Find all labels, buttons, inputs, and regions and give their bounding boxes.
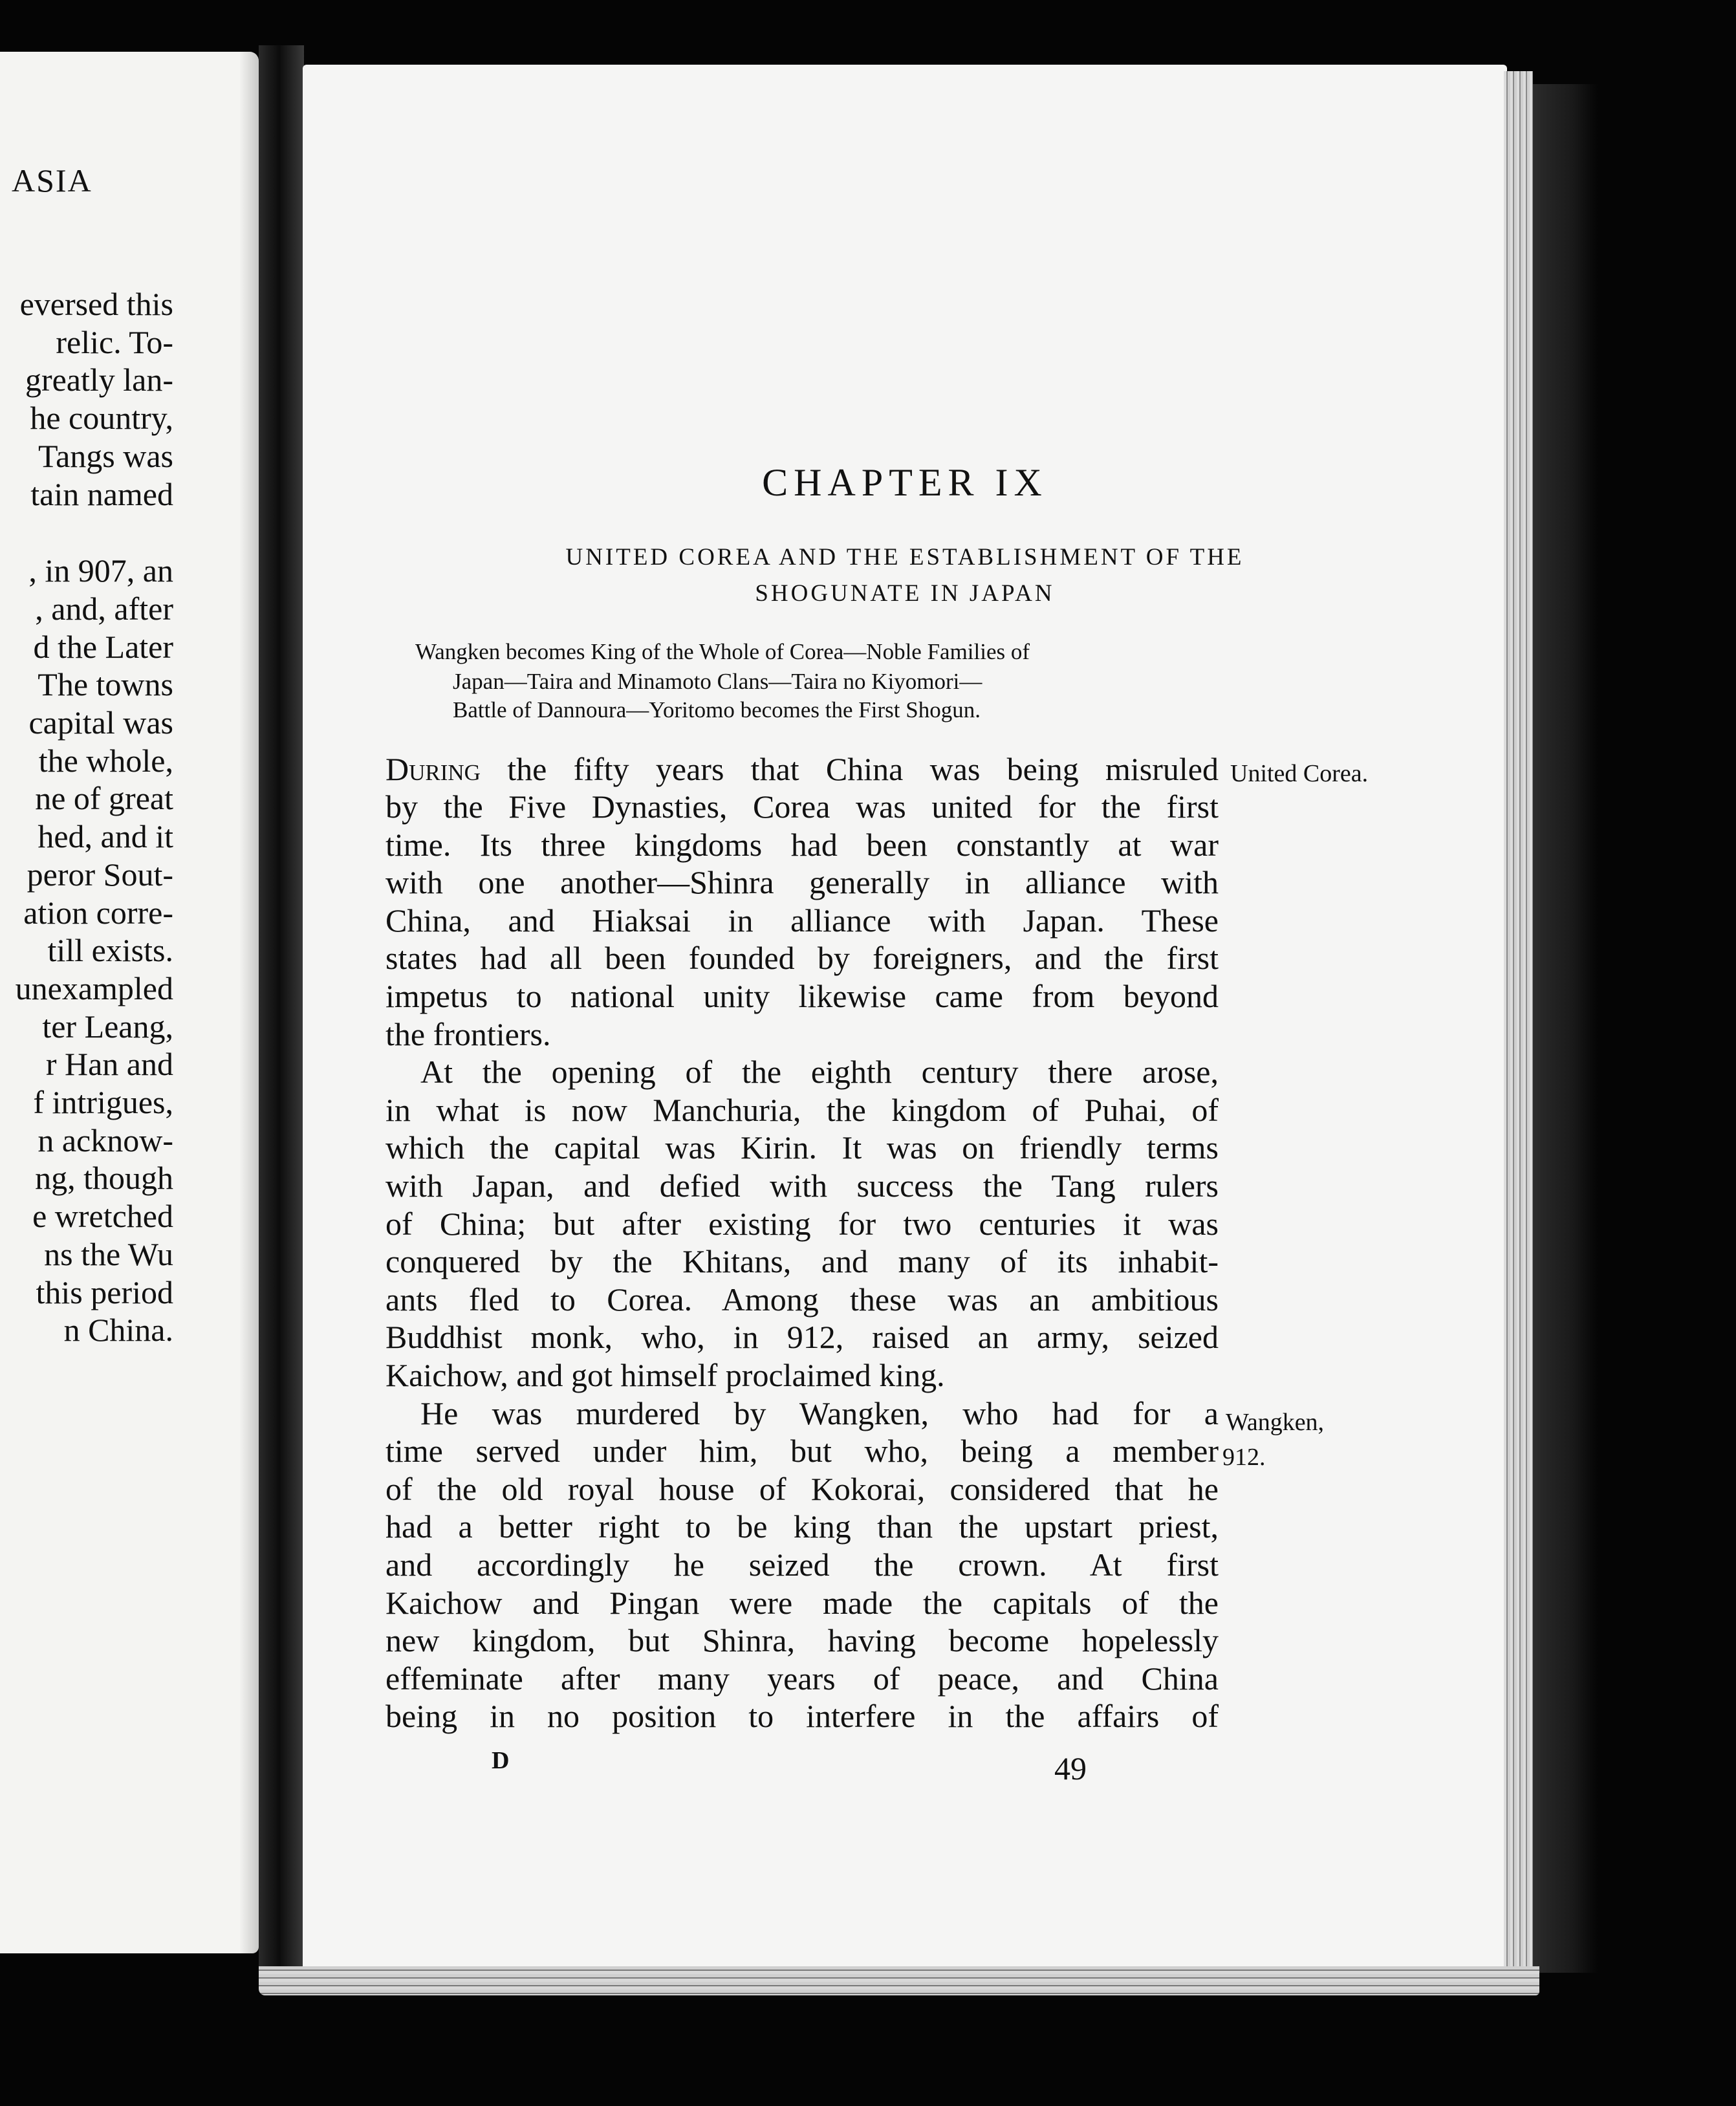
body-line: China, and Hiaksai in alliance with Japan. These (385, 902, 1219, 939)
body-line: with one another—Shinra generally in alliance with (385, 864, 1219, 901)
body-line: effeminate after many years of peace, and China (385, 1660, 1219, 1697)
chapter-subtitle-line: SHOGUNATE IN JAPAN (755, 580, 1055, 607)
left-page-line: ns the Wu (44, 1235, 173, 1272)
left-page-line: unexampled (15, 970, 173, 1006)
left-running-header: ASIA (12, 162, 92, 199)
body-line: of the old royal house of Kokorai, considered that he (385, 1470, 1219, 1507)
left-page-line: relic. To- (56, 323, 173, 360)
body-line: He was murdered by Wangken, who had for a (420, 1395, 1219, 1431)
body-line: had a better right to be king than the upstart priest, (385, 1508, 1219, 1545)
left-page-line: eversed this (19, 286, 173, 322)
body-line: with Japan, and defied with success the Tang rulers (385, 1167, 1219, 1204)
left-page-line: till exists. (47, 932, 173, 969)
left-page-line: ng, though (35, 1160, 173, 1197)
left-page-line: , in 907, an (28, 552, 173, 589)
margin-note-united-corea: United Corea. (1230, 760, 1369, 787)
page-block-edge (1504, 71, 1533, 1966)
left-page-line: r Han and (45, 1046, 173, 1083)
left-page-line: hed, and it (38, 818, 173, 855)
body-line: being in no position to interfere in the affairs of (385, 1698, 1219, 1735)
left-page-line: he country, (30, 400, 173, 437)
body-line: conquered by the Khitans, and many of its inhabit- (385, 1243, 1219, 1280)
left-page-line: n acknow- (38, 1122, 173, 1158)
left-page-line: e wretched (32, 1198, 173, 1235)
body-line: and accordingly he seized the crown. At first (385, 1547, 1219, 1583)
margin-note-wangken: Wangken, (1226, 1409, 1325, 1436)
left-page-line: The towns (38, 666, 173, 703)
left-page-line: capital was (28, 704, 173, 741)
body-line: Buddhist monk, who, in 912, raised an army, seized (385, 1319, 1219, 1356)
body-line: Kaichow and Pingan were made the capitals of the (385, 1584, 1219, 1621)
chapter-subtitle-line: UNITED COREA AND THE ESTABLISHMENT OF THE (565, 544, 1244, 570)
body-line: in what is now Manchuria, the kingdom of Puhai, of (385, 1091, 1219, 1128)
chapter-summary-line: Japan—Taira and Minamoto Clans—Taira no Kiyomori— (453, 669, 982, 694)
body-line: by the Five Dynasties, Corea was united for the first (385, 788, 1219, 825)
left-page-line: ter Leang, (42, 1008, 173, 1045)
body-line: time. Its three kingdoms had been constantly at war (385, 826, 1219, 863)
left-page-line: this period (36, 1274, 173, 1310)
body-line: states had all been founded by foreigners, and the first (385, 940, 1219, 977)
book-gutter (259, 45, 304, 1979)
left-page-line: , and, after (35, 590, 173, 627)
chapter-title: CHAPTER IX (762, 461, 1048, 504)
chapter-summary-line: Wangken becomes King of the Whole of Corea—Noble Families of (415, 639, 1030, 664)
body-line: Kaichow, and got himself proclaimed king. (385, 1357, 945, 1393)
first-line-text: the fifty years that China was being misruled (480, 751, 1219, 787)
page-number: 49 (1054, 1750, 1087, 1786)
signature-mark: D (492, 1747, 510, 1774)
left-page-line: peror Sout- (27, 856, 173, 893)
margin-note-wangken-year: 912. (1222, 1444, 1266, 1471)
opening-word: During (385, 751, 481, 787)
body-line: impetus to national unity likewise came from beyond (385, 978, 1219, 1014)
page-curve-shadow (239, 52, 259, 1953)
body-line: of China; but after existing for two centuries it was (385, 1205, 1219, 1242)
book-cover-edge (1533, 84, 1598, 1973)
left-page-line: tain named (30, 475, 173, 512)
body-line: which the capital was Kirin. It was on friendly terms (385, 1129, 1219, 1166)
left-page-line: ation corre- (23, 894, 173, 931)
body-line: ants fled to Corea. Among these was an ambitious (385, 1281, 1219, 1318)
left-page-line: f intrigues, (33, 1084, 173, 1120)
body-line: new kingdom, but Shinra, having become hopelessly (385, 1622, 1219, 1659)
left-page-line: d the Later (33, 628, 173, 665)
left-page-line: greatly lan- (25, 362, 173, 398)
left-page-line: the whole, (38, 742, 173, 779)
page-bottom-edge (259, 1966, 1539, 1995)
body-line: time served under him, but who, being a member (385, 1433, 1219, 1470)
body-line: the frontiers. (385, 1015, 551, 1052)
left-page-line: n China. (63, 1312, 173, 1349)
body-first-line (385, 753, 1219, 785)
left-page-line: ne of great (35, 780, 173, 817)
left-page-line: Tangs was (38, 437, 173, 474)
body-line: At the opening of the eighth century there arose, (420, 1054, 1219, 1091)
chapter-summary-line: Battle of Dannoura—Yoritomo becomes the First Shogun. (453, 697, 981, 722)
